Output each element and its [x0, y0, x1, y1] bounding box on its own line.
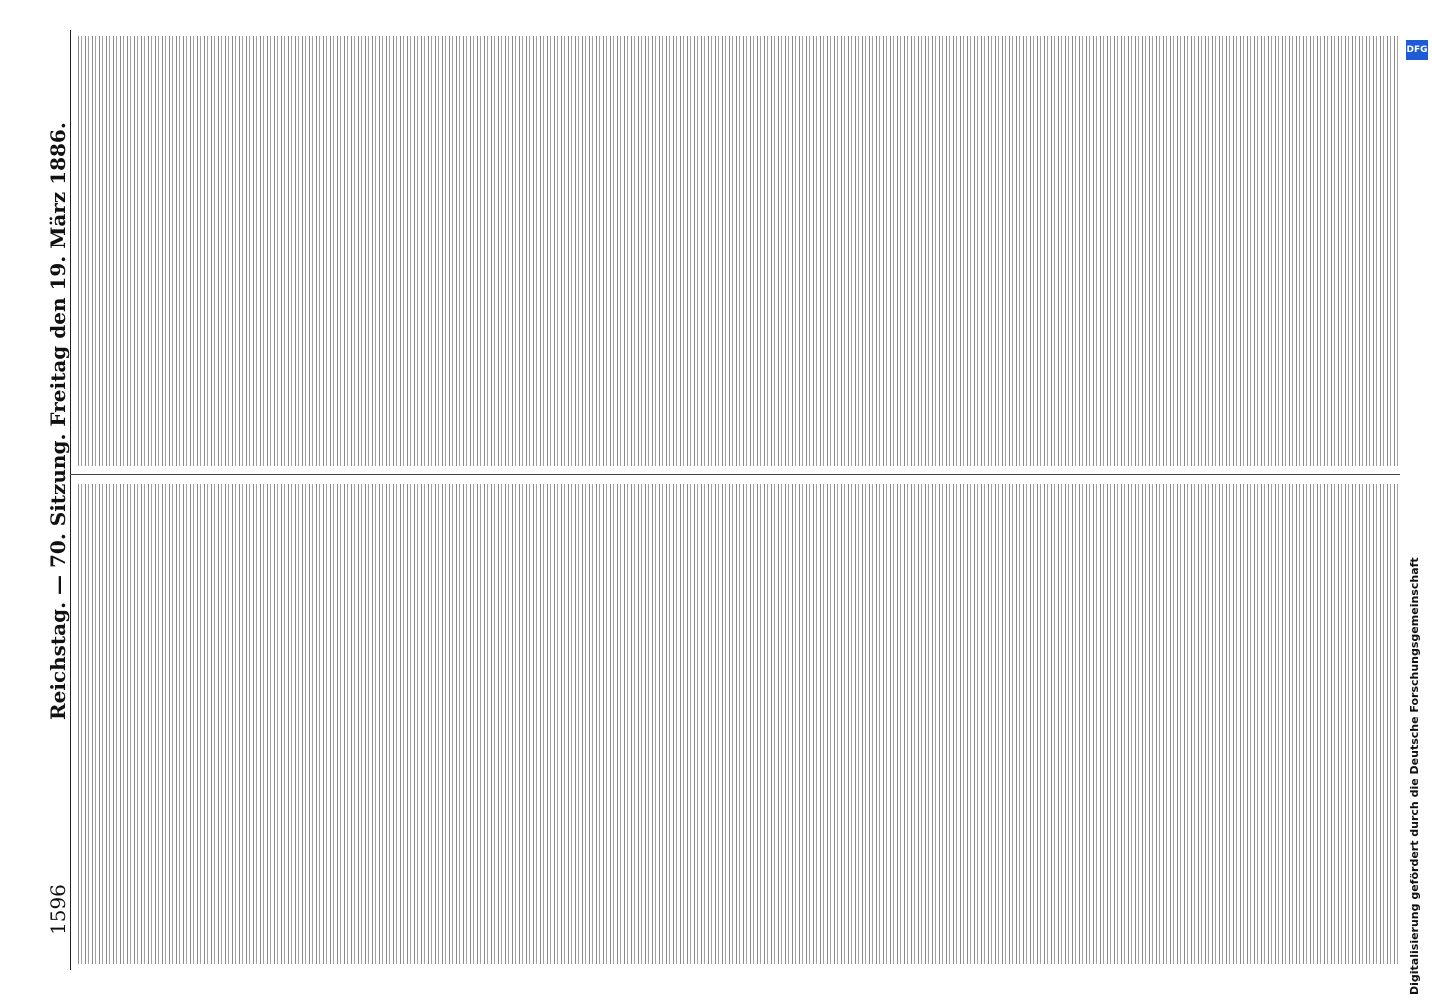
header-rule: [70, 30, 71, 970]
running-head: Reichstag. — 70. Sitzung. Freitag den 19. März 1886.: [46, 122, 70, 720]
digitization-credit: Digitalisierung gefördert durch die Deutsche Forschungsgemeinschaft: [1408, 557, 1421, 995]
dfg-logo: DFG: [1406, 40, 1428, 60]
text-column-upper: [78, 36, 1398, 466]
page-number: 1596: [46, 884, 70, 935]
column-rule: [70, 474, 1400, 475]
text-column-lower: [78, 484, 1398, 964]
